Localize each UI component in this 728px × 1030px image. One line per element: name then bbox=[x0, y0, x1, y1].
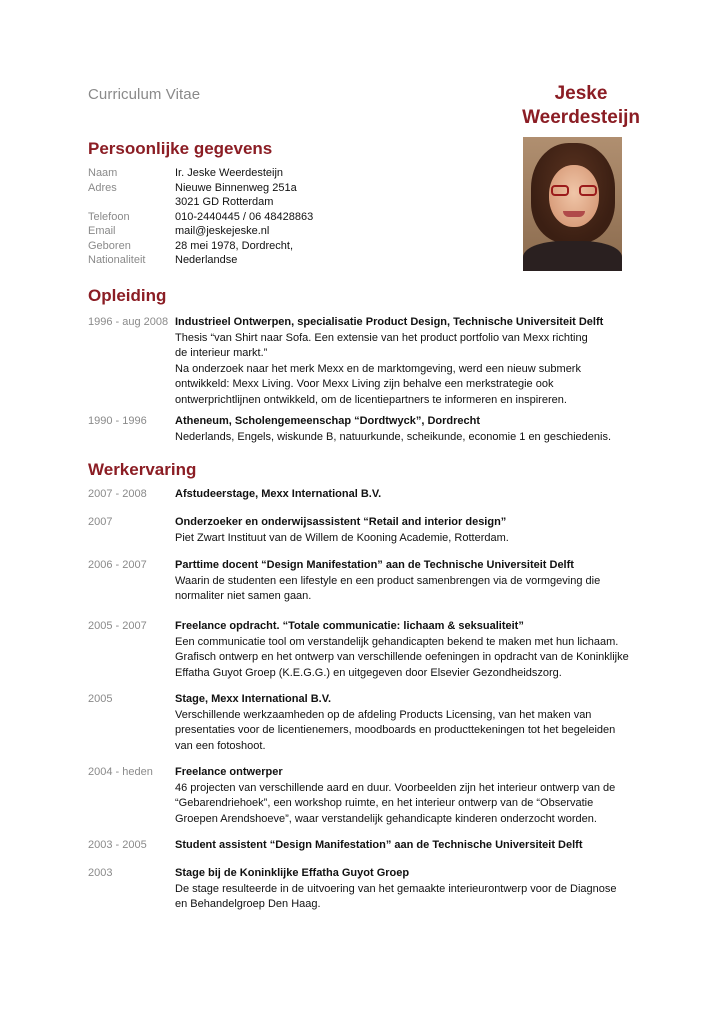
detail-row bbox=[88, 195, 313, 210]
detail-label: Telefoon bbox=[88, 210, 130, 223]
entry-title: Onderzoeker en onderwijsassistent “Retail and interior design” bbox=[175, 516, 507, 528]
entry-line: en Behandelgroep Den Haag. bbox=[175, 898, 321, 910]
detail-row bbox=[88, 253, 313, 268]
section-heading-education: Opleiding bbox=[88, 286, 167, 305]
detail-value: 010-2440445 / 06 48428863 bbox=[175, 210, 314, 223]
work-entry bbox=[88, 515, 648, 546]
entry-line: Groepen Arendshoeve”, waar verstandelijk gehandicapte kinderen onderzocht worden. bbox=[175, 812, 597, 825]
entry-line: Een communicatie tool om verstandelijk gehandicapten bekend te maken met hun lichaam. bbox=[175, 635, 619, 648]
entry-title: Industrieel Ontwerpen, specialisatie Product Design, Technische Universiteit Delft bbox=[175, 316, 604, 328]
entry-date: 2005 - 2007 bbox=[88, 620, 147, 632]
entry-line: Na onderzoek naar het merk Mexx en de marktomgeving, werd een nieuw submerk bbox=[175, 362, 581, 375]
education-entry bbox=[88, 315, 648, 408]
entry-title: Freelance opdracht. “Totale communicatie: lichaam & seksualiteit” bbox=[175, 620, 524, 632]
portrait-photo bbox=[523, 137, 622, 271]
entry-date: 1990 - 1996 bbox=[88, 415, 147, 427]
entry-line: de interieur markt.” bbox=[175, 347, 268, 359]
detail-row bbox=[88, 224, 313, 239]
entry-title: Student assistent “Design Manifestation” aan de Technische Universiteit Delft bbox=[175, 839, 583, 851]
entry-line: Waarin de studenten een lifestyle en een product samenbrengen via de vormgeving die bbox=[175, 574, 601, 587]
entry-line: Effatha Guyot Groep (K.E.G.G.) en uitgegeven door Elsevier Gezondheidszorg. bbox=[175, 666, 562, 679]
detail-label: Naam bbox=[88, 167, 118, 179]
detail-value: Ir. Jeske Weerdesteijn bbox=[175, 167, 284, 179]
entry-title: Afstudeerstage, Mexx International B.V. bbox=[175, 488, 382, 500]
entry-line: “Gebarendriehoek”, een workshop ruimte, en het interieur ontwerp van de “Observatie bbox=[175, 797, 594, 809]
entry-line: normaliter niet samen gaan. bbox=[175, 590, 312, 602]
detail-row bbox=[88, 166, 313, 181]
work-entry bbox=[88, 619, 648, 681]
detail-value: 3021 GD Rotterdam bbox=[175, 196, 274, 208]
last-name: Weerdesteijn bbox=[522, 107, 640, 128]
entry-line: Piet Zwart Instituut van de Willem de Kooning Academie, Rotterdam. bbox=[175, 531, 509, 544]
detail-value: 28 mei 1978, Dordrecht, bbox=[175, 239, 294, 252]
detail-row bbox=[88, 181, 313, 196]
entry-line: Grafisch ontwerp en het ontwerp van verschillende oefeningen in opdracht van de Koninklijke bbox=[175, 651, 629, 663]
detail-row bbox=[88, 210, 313, 225]
entry-date: 2004 - heden bbox=[88, 766, 153, 778]
entry-line: Thesis “van Shirt naar Sofa. Een extensie van het product portfolio van Mexx richting bbox=[175, 331, 588, 344]
detail-label: Adres bbox=[88, 181, 117, 194]
education-entry bbox=[88, 414, 648, 445]
section-heading-work: Werkervaring bbox=[88, 460, 197, 479]
entry-line: 46 projecten van verschillende aard en duur. Voorbeelden zijn het interieur ontwerp van de bbox=[175, 781, 616, 794]
first-name: Jeske bbox=[554, 83, 608, 104]
entry-line: De stage resulteerde in de uitvoering van het gemaakte interieurontwerp voor de Diagnose bbox=[175, 882, 617, 895]
entry-line: presentaties voor de licentienemers, moodboards en producttekeningen tot het begeleiden bbox=[175, 724, 616, 736]
entry-line: van een fotoshoot. bbox=[175, 739, 266, 752]
work-entry bbox=[88, 838, 648, 854]
entry-line: Nederlands, Engels, wiskunde B, natuurkunde, scheikunde, economie 1 en geschiedenis. bbox=[175, 430, 611, 443]
entry-title: Stage, Mexx International B.V. bbox=[175, 693, 332, 705]
entry-date: 2006 - 2007 bbox=[88, 559, 147, 571]
detail-label: Geboren bbox=[88, 239, 131, 252]
entry-line: ontwikkeld: Mexx Living. Voor Mexx Living zijn behalve een merkstrategie ook bbox=[175, 378, 554, 390]
entry-date: 2003 - 2005 bbox=[88, 839, 147, 851]
entry-date: 2005 bbox=[88, 693, 113, 705]
detail-label: Email bbox=[88, 225, 116, 237]
entry-date: 2007 - 2008 bbox=[88, 488, 147, 500]
work-entry bbox=[88, 765, 648, 827]
entry-date: 1996 - aug 2008 bbox=[88, 316, 169, 328]
entry-line: ontwerprichtlijnen ontwikkeld, om de licentiepartners te informeren en inspireren. bbox=[175, 393, 567, 406]
entry-title: Freelance ontwerper bbox=[175, 766, 283, 778]
section-heading-personal: Persoonlijke gegevens bbox=[88, 139, 273, 158]
entry-title: Atheneum, Scholengemeenschap “Dordtwyck”, Dordrecht bbox=[175, 415, 481, 427]
detail-value: mail@jeskejeske.nl bbox=[175, 225, 270, 237]
entry-title: Stage bij de Koninklijke Effatha Guyot Groep bbox=[175, 867, 410, 879]
detail-row bbox=[88, 239, 313, 254]
entry-title: Parttime docent “Design Manifestation” aan de Technische Universiteit Delft bbox=[175, 559, 574, 571]
entry-line: Verschillende werkzaamheden op de afdeling Products Licensing, van het maken van bbox=[175, 708, 592, 721]
document-label: Curriculum Vitae bbox=[88, 86, 201, 103]
personal-details bbox=[88, 166, 313, 268]
work-entry bbox=[88, 487, 648, 503]
detail-value: Nederlandse bbox=[175, 254, 238, 266]
work-entry bbox=[88, 866, 648, 913]
detail-value: Nieuwe Binnenweg 251a bbox=[175, 181, 297, 194]
detail-label bbox=[88, 195, 175, 210]
entry-date: 2007 bbox=[88, 516, 113, 528]
work-entry bbox=[88, 692, 648, 754]
entry-date: 2003 bbox=[88, 867, 113, 879]
work-entry bbox=[88, 558, 648, 605]
detail-label: Nationaliteit bbox=[88, 254, 146, 266]
person-name bbox=[522, 82, 640, 130]
